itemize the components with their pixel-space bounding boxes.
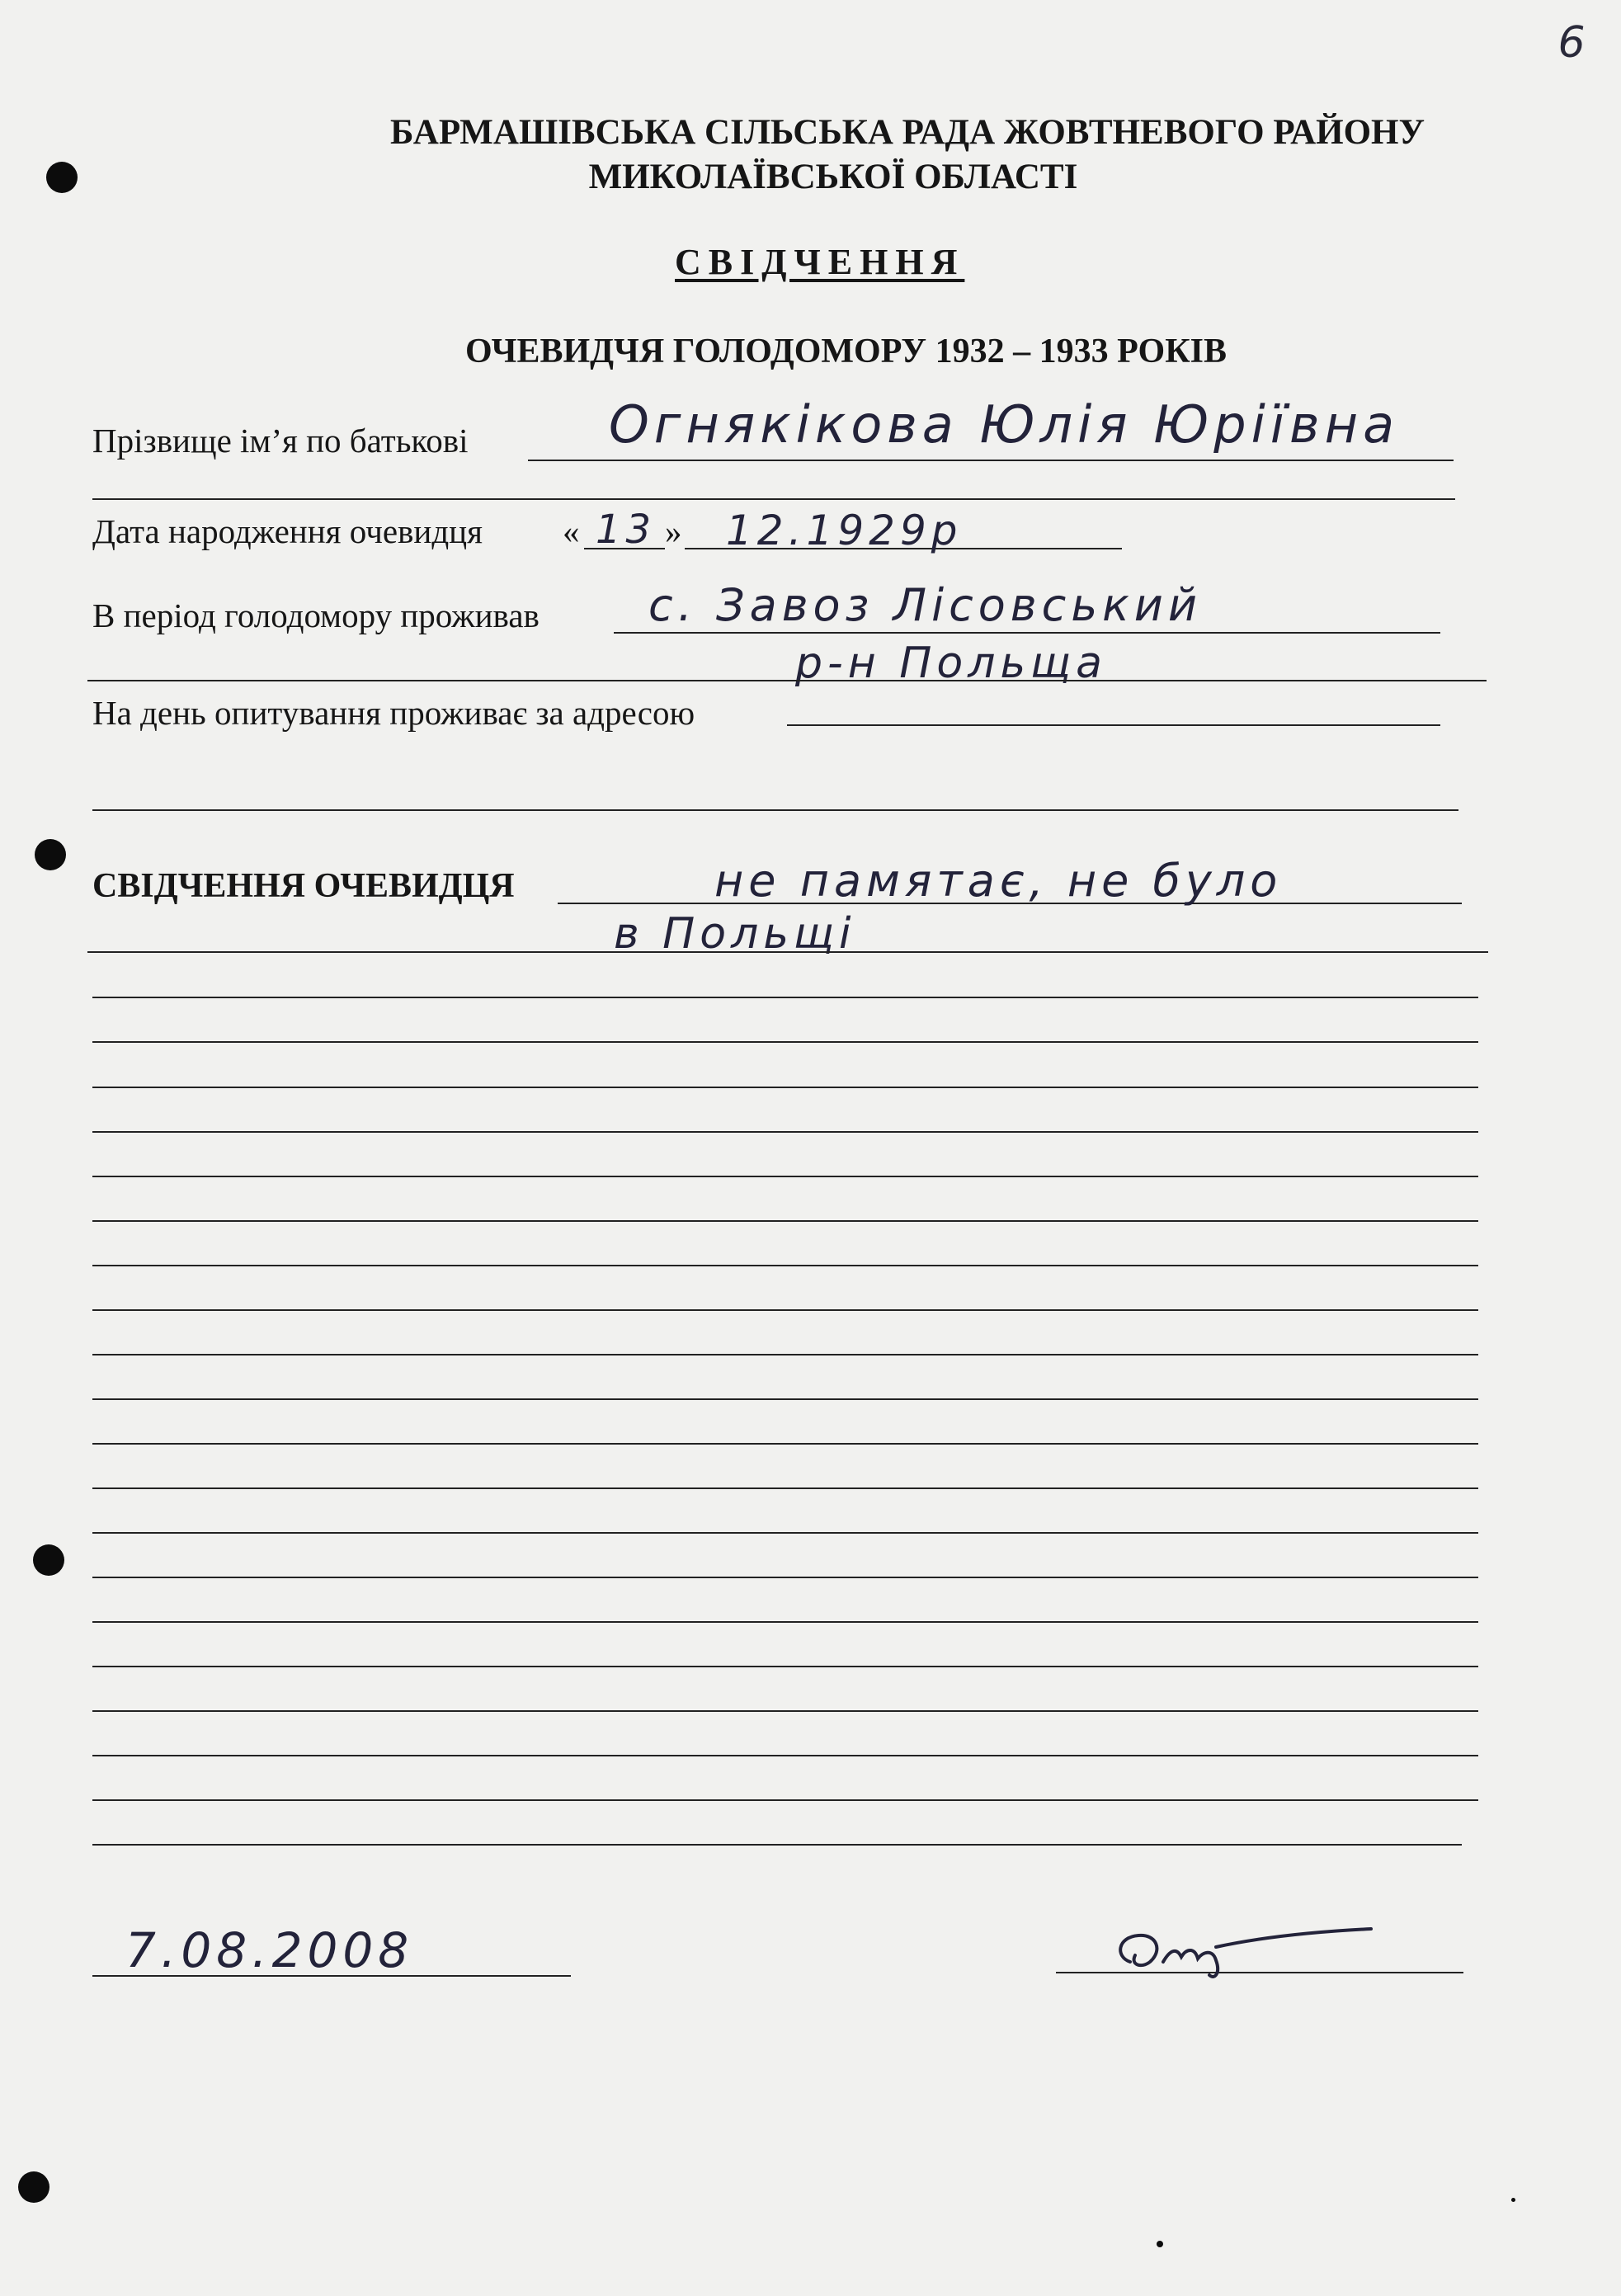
document-title: СВІДЧЕННЯ [675,242,965,282]
ruled-line [92,1666,1478,1667]
ruled-line [92,1265,1478,1266]
current-address-label: На день опитування проживає за адресою [92,694,695,732]
speck [1157,2241,1163,2247]
organization-line1: БАРМАШІВСЬКА СІЛЬСЬКА РАДА ЖОВТНЕВОГО РАЙОНУ [389,113,1425,152]
signing-date: 7.08.2008 [125,1922,414,1978]
ruled-line [92,1087,1478,1088]
birth-label: Дата народження очевидця [92,512,483,550]
residence-value-line1: с. Завоз Лісовський [648,579,1202,631]
ruled-line [92,997,1478,998]
current-address-underline [787,724,1440,726]
name-continuation-line [92,498,1455,500]
ruled-line [87,951,1488,953]
ruled-line [92,1710,1478,1712]
signature-image [1105,1914,1378,1980]
ruled-line [92,1443,1478,1445]
ruled-line [92,1131,1478,1133]
speck [1511,2198,1515,2202]
ruled-line [92,1041,1478,1043]
testimony-label: СВІДЧЕННЯ ОЧЕВИДЦЯ [92,867,515,905]
residence-underline [614,632,1440,634]
ruled-line [92,1532,1478,1534]
organization-line2: МИКОЛАЇВСЬКОЇ ОБЛАСТІ [588,158,1078,196]
ruled-line [92,1621,1478,1623]
name-value: Огнякікова Юлія Юріївна [609,394,1400,455]
ruled-line [92,1354,1478,1355]
residence-continuation-line [87,680,1487,681]
ruled-line [92,1398,1478,1400]
name-underline [528,460,1454,461]
punch-hole [33,1544,64,1576]
residence-label: В період голодомору проживав [92,596,540,634]
birth-rest-value: 12.1929р [726,507,963,554]
ruled-line [92,1176,1478,1177]
name-label: Прізвище ім’я по батькові [92,422,469,460]
testimony-line1: не памятає, не було [714,855,1283,907]
punch-hole [18,2171,49,2203]
birth-open-quote: « [563,512,580,550]
page-number: 6 [1557,18,1586,68]
ruled-line [92,1844,1462,1846]
birth-day-value: 13 [596,507,657,553]
ruled-line [92,1755,1478,1756]
punch-hole [35,839,66,870]
document-subtitle: ОЧЕВИДЧЯ ГОЛОДОМОРУ 1932 – 1933 РОКІВ [465,332,1228,370]
ruled-line [92,1220,1478,1222]
ruled-line [92,1799,1478,1801]
ruled-line [92,1487,1478,1489]
ruled-line [92,1577,1478,1578]
residence-value-line2: р-н Польща [795,639,1107,688]
current-address-continuation-line [92,809,1458,811]
testimony-line2: в Польщі [614,909,856,959]
ruled-line [92,1309,1478,1311]
birth-close-quote: » [665,512,682,550]
